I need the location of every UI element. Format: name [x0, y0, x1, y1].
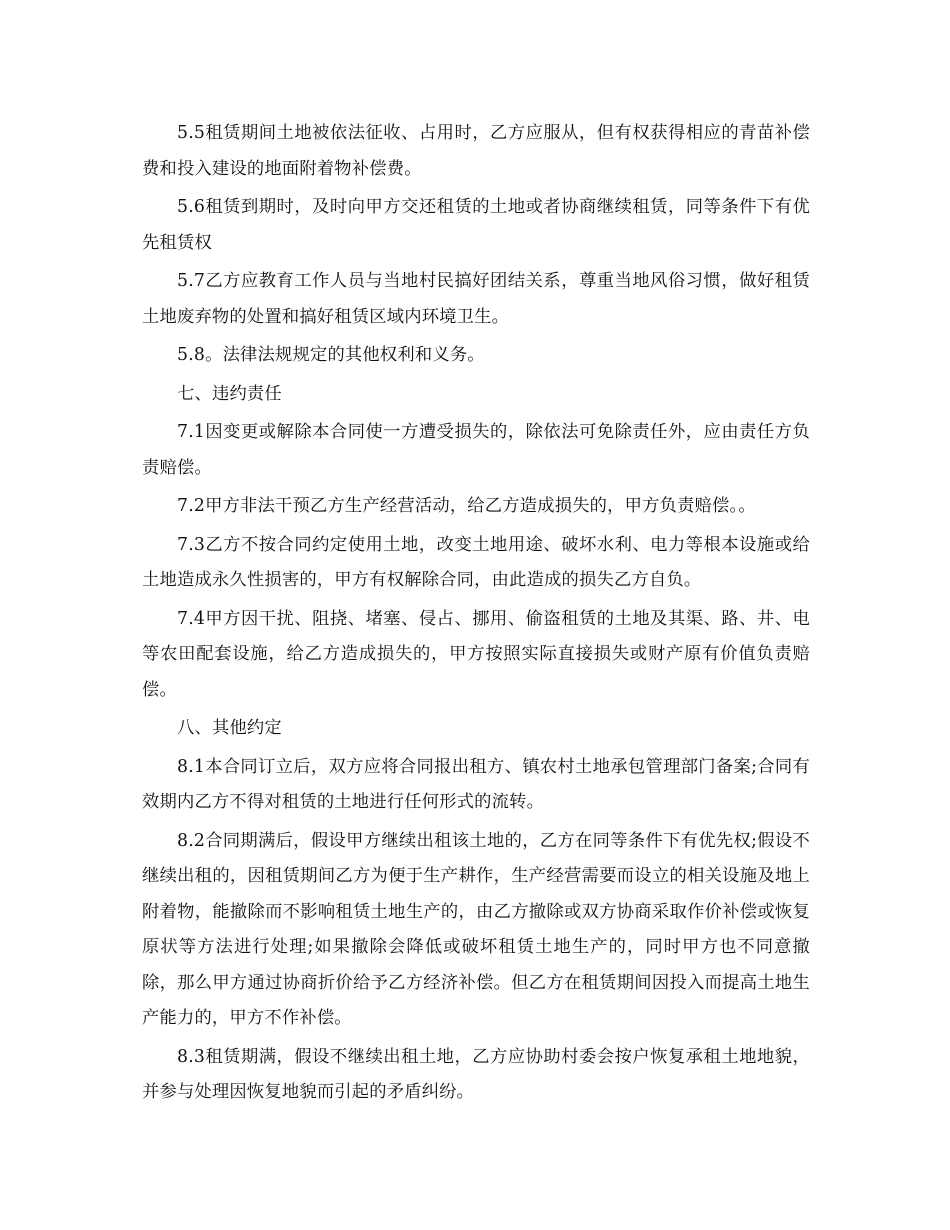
clause-7-1: 7.1因变更或解除本合同使一方遭受损失的，除依法可免除责任外，应由责任方负责赔偿。	[142, 422, 810, 478]
clause-7-3: 7.3乙方不按合同约定使用土地，改变土地用途、破坏水利、电力等根本设施或给土地造成永久性损害的，甲方有权解除合同，由此造成的损失乙方自负。	[142, 534, 810, 590]
clause-5-7: 5.7乙方应教育工作人员与当地村民搞好团结关系，尊重当地风俗习惯，做好租赁土地废弃物的处置和搞好租赁区域内环境卫生。	[142, 271, 810, 327]
document-page	[142, 116, 810, 1114]
clause-5-8: 5.8。法律法规规定的其他权利和义务。	[177, 345, 485, 365]
clause-8-1: 8.1本合同订立后，双方应将合同报出租方、镇农村土地承包管理部门备案;合同有效期内乙方不得对租赁的土地进行任何形式的流转。	[142, 756, 810, 812]
section-heading-breach: 七、违约责任	[177, 383, 282, 404]
clause-7-4: 7.4甲方因干扰、阻挠、堵塞、侵占、挪用、偷盗租赁的土地及其渠、路、井、电等农田配套设施，给乙方造成损失的，甲方按照实际直接损失或财产原有价值负责赔偿。	[142, 608, 810, 700]
clause-7-2: 7.2甲方非法干预乙方生产经营活动，给乙方造成损失的，甲方负责赔偿。。	[177, 496, 756, 516]
clause-8-3: 8.3租赁期满，假设不继续出租土地，乙方应协助村委会按户恢复承租土地地貌，并参与处理因恢复地貌而引起的矛盾纠纷。	[142, 1046, 810, 1102]
clause-5-5: 5.5租赁期间土地被依法征收、占用时，乙方应服从，但有权获得相应的青苗补偿费和投入建设的地面附着物补偿费。	[142, 123, 810, 179]
clause-5-6: 5.6租赁到期时，及时向甲方交还租赁的土地或者协商继续租赁，同等条件下有优先租赁权	[142, 197, 810, 253]
clause-8-2: 8.2合同期满后，假设甲方继续出租该土地的，乙方在同等条件下有优先权;假设不继续出租的，因租赁期间乙方为便于生产耕作，生产经营需要而设立的相关设施及地上附着物，能撤除而不影响租赁土地生产的，由乙方撤除或双方协商采取作价补偿或恢复原状等方法进行处理;如果撤除会降低或破坏租赁土地生产的，同时甲方也不同意撤除，那么甲方通过协商折价给予乙方经济补偿。但乙方在租赁期间因投入而提高土地生产能力的，甲方不作补偿。	[142, 830, 810, 1028]
section-heading-other: 八、其他约定	[177, 718, 282, 738]
